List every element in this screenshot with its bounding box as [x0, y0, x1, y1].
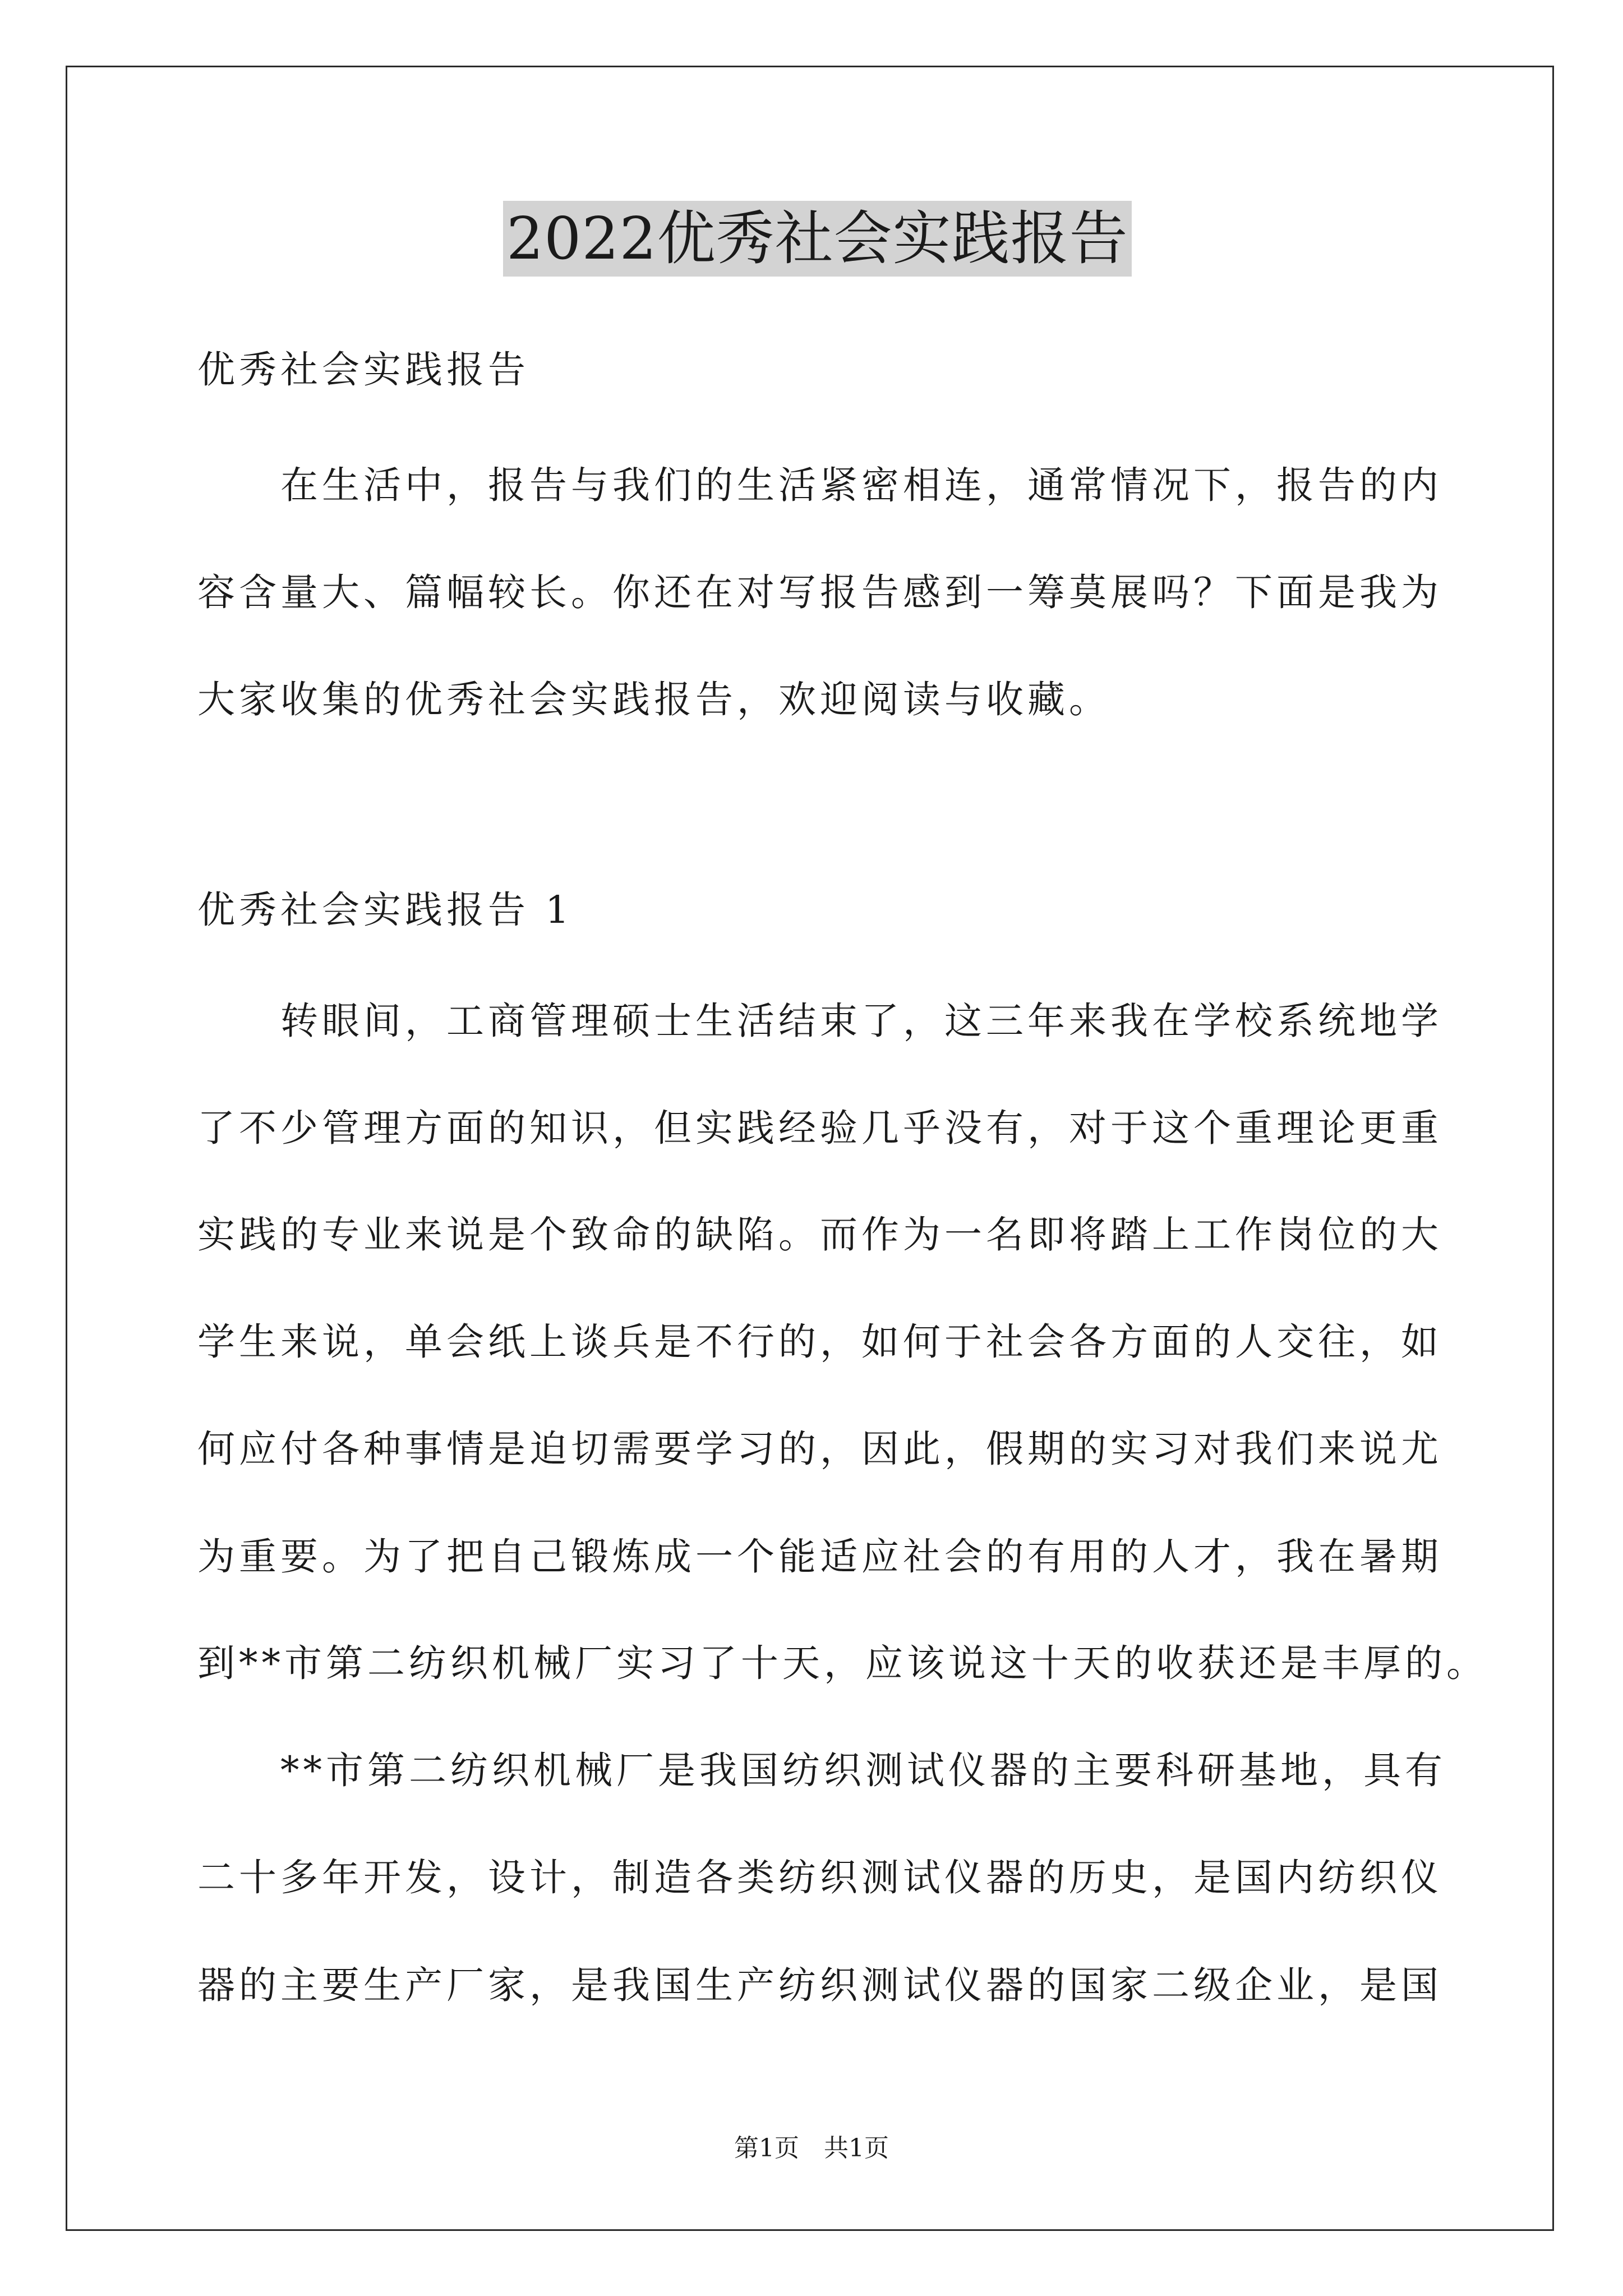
intro-line: 大家收集的优秀社会实践报告，欢迎阅读与收藏。	[197, 678, 1110, 721]
paragraph-line: 二十多年开发，设计，制造各类纺织测试仪器的历史，是国内纺织仪	[197, 1856, 1442, 1899]
paragraph-line: 为重要。为了把自己锻炼成一个能适应社会的有用的人才，我在暑期	[197, 1535, 1442, 1579]
intro-line: 在生活中，报告与我们的生活紧密相连，通常情况下，报告的内	[280, 463, 1442, 507]
paragraph-line: **市第二纺织机械厂是我国纺织测试仪器的主要科研基地，具有	[280, 1749, 1446, 1792]
page-number-footer: 第1页 共1页	[734, 2134, 889, 2162]
paragraph-line: 了不少管理方面的知识，但实践经验几乎没有，对于这个重理论更重	[197, 1106, 1442, 1150]
paragraph-line: 何应付各种事情是迫切需要学习的，因此，假期的实习对我们来说尤	[197, 1427, 1442, 1471]
paragraph-line: 器的主要生产厂家，是我国生产纺织测试仪器的国家二级企业，是国	[197, 1963, 1442, 2007]
document-title: 2022优秀社会实践报告	[503, 201, 1132, 277]
intro-line: 容含量大、篇幅较长。你还在对写报告感到一筹莫展吗？下面是我为	[197, 570, 1442, 614]
paragraph-line: 转眼间，工商管理硕士生活结束了，这三年来我在学校系统地学	[280, 999, 1442, 1043]
section-heading: 优秀社会实践报告 1	[197, 888, 573, 932]
document-subtitle: 优秀社会实践报告	[197, 348, 529, 392]
paragraph-line: 实践的专业来说是个致命的缺陷。而作为一名即将踏上工作岗位的大	[197, 1213, 1442, 1257]
paragraph-line: 到**市第二纺织机械厂实习了十天，应该说这十天的收获还是丰厚的。	[197, 1641, 1488, 1685]
paragraph-line: 学生来说，单会纸上谈兵是不行的，如何于社会各方面的人交往，如	[197, 1320, 1442, 1364]
